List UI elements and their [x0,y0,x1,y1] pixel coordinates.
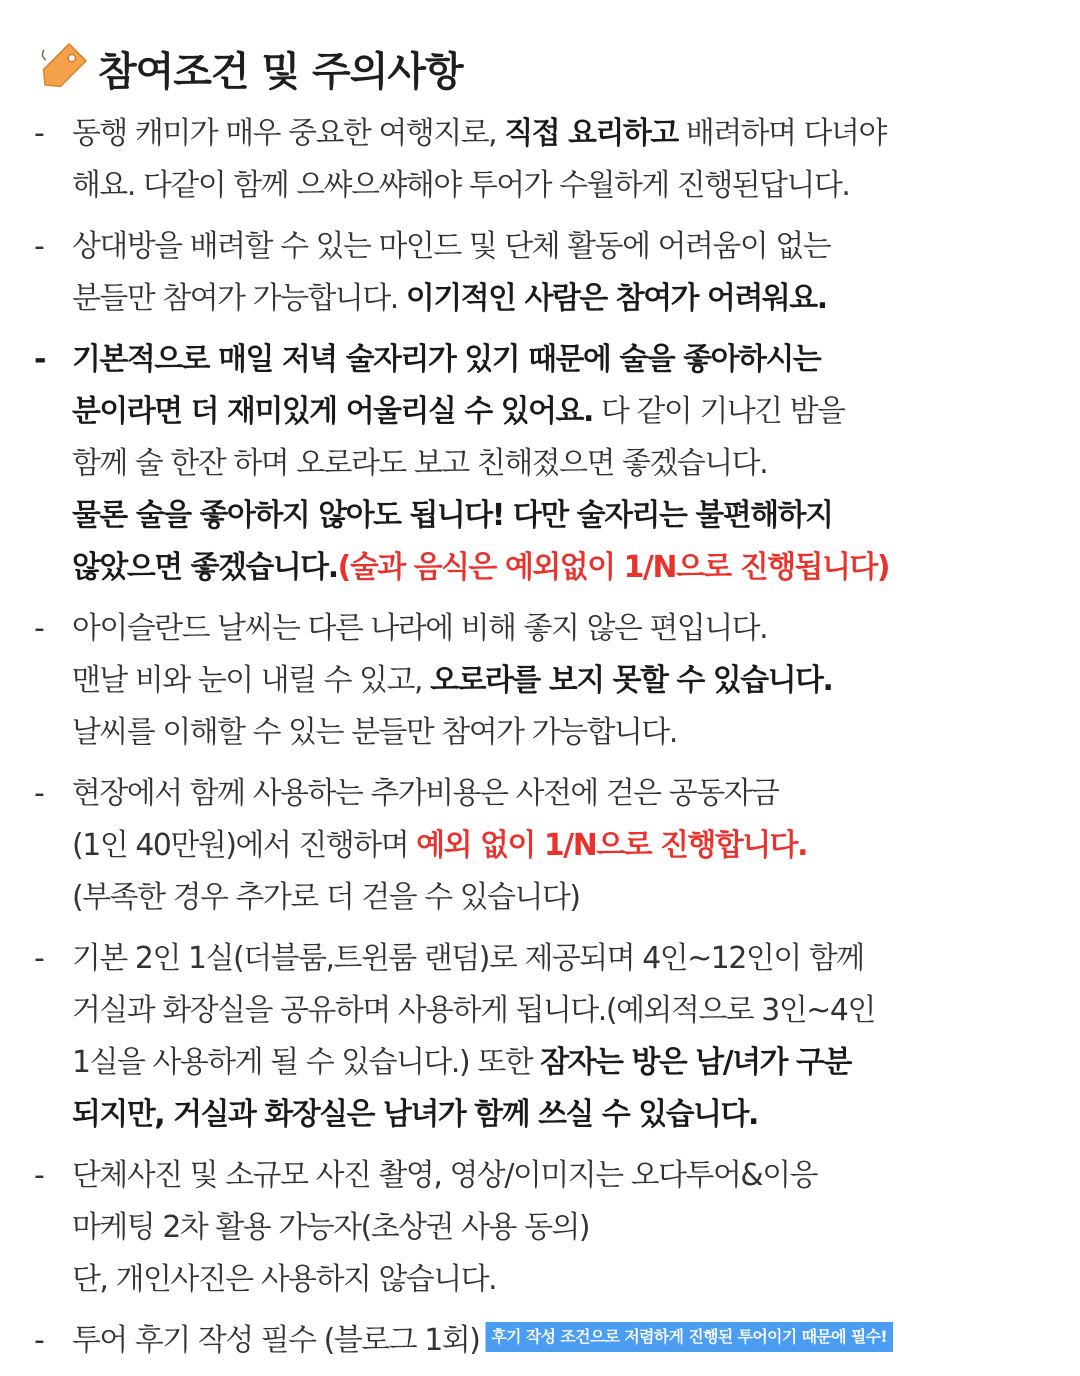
item-line [72,872,1064,924]
text: 1실을 사용하게 될 수 있습니다.) 또한 [72,1045,541,1080]
text: (1인 40만원)에서 진행하며 [72,828,417,863]
text: 거실과 화장실을 공유하며 사용하게 됩니다.(예외적으로 3인~4인 [72,993,875,1028]
bullet-dash: - [34,116,45,151]
item-line [72,542,1064,594]
bullet-dash: - [34,342,47,377]
list-item [30,1315,1070,1367]
item-line [72,603,1064,655]
emphasis-text: 잠자는 방은 남/녀가 구분 [540,1045,851,1080]
text: 현장에서 함께 사용하는 추가비용은 사전에 걷은 공동자금 [72,776,779,811]
list-item [30,768,1070,924]
emphasis-text: 오로라를 보지 못할 수 있습니다. [430,663,833,698]
header [36,36,463,100]
emphasis-text: 분이라면 더 재미있게 어울리실 수 있어요. [72,394,593,429]
list-item [30,108,1070,212]
item-line [72,820,1064,872]
text: 단체사진 및 소규모 사진 촬영, 영상/이미지는 오다투어&이응 [72,1158,818,1193]
text: 마케팅 2차 활용 가능자(초상권 사용 동의) [72,1210,590,1245]
list-item [30,603,1070,759]
item-line [72,108,1064,160]
item-line [72,334,1064,386]
item-line [72,160,1064,212]
text: 투어 후기 작성 필수 (블로그 1회) [72,1323,480,1358]
item-line [72,1037,1064,1089]
item-line [72,768,1064,820]
bullet-dash: - [34,1323,45,1358]
bullet-dash: - [34,229,45,264]
item-line [72,490,1064,542]
list-item [30,221,1070,325]
bullet-dash: - [34,941,45,976]
item-line [72,438,1064,490]
list-item [30,1150,1070,1306]
warning-text: (술과 음식은 예외없이 1/N으로 진행됩니다) [337,550,890,585]
emphasis-text: 이기적인 사람은 참여가 어려워요. [405,281,827,316]
text: (부족한 경우 추가로 더 걷을 수 있습니다) [72,880,580,915]
text: 다 같이 기나긴 밤을 [592,394,845,429]
emphasis-text: 직접 요리하고 [504,116,678,151]
item-line [72,1254,1064,1306]
item-line [72,273,1064,325]
text: 아이슬란드 날씨는 다른 나라에 비해 좋지 않은 편입니다. [72,611,768,646]
list-item [30,334,1070,594]
bullet-dash: - [34,611,45,646]
emphasis-text: 물론 술을 좋아하지 않아도 됩니다! 다만 술자리는 불편해하지 [72,498,833,533]
list-item [30,933,1070,1141]
bullet-dash: - [34,1158,45,1193]
text: 동행 캐미가 매우 중요한 여행지로, [72,116,505,151]
price-tag-icon [36,42,88,94]
item-line [72,221,1064,273]
bullet-dash: - [34,776,45,811]
emphasis-text: 않았으면 좋겠습니다. [72,550,338,585]
item-line [72,1089,1064,1141]
emphasis-text: 되지만, 거실과 화장실은 남녀가 함께 쓰실 수 있습니다. [72,1097,758,1132]
item-line [72,386,1064,438]
conditions-list [30,108,1070,1376]
text: 기본 2인 1실(더블룸,트윈룸 랜덤)로 제공되며 4인~12인이 함께 [72,941,864,976]
item-line [72,933,1064,985]
item-line [72,1150,1064,1202]
text: 맨날 비와 눈이 내릴 수 있고, [72,663,431,698]
text: 날씨를 이해할 수 있는 분들만 참여가 가능합니다. [72,715,677,750]
item-line [72,1202,1064,1254]
warning-text: 예외 없이 1/N으로 진행합니다. [416,828,808,863]
item-line [72,707,1064,759]
note-badge: 후기 작성 조건으로 저렴하게 진행된 투어이기 때문에 필수! [485,1322,893,1352]
item-line [72,655,1064,707]
text: 함께 술 한잔 하며 오로라도 보고 친해졌으면 좋겠습니다. [72,446,768,481]
item-line [72,985,1064,1037]
text: 분들만 참여가 가능합니다. [72,281,406,316]
text: 배려하며 다녀야 [677,116,886,151]
page-title: 참여조건 및 주의사항 [98,48,463,95]
text: 단, 개인사진은 사용하지 않습니다. [72,1262,497,1297]
emphasis-text: 기본적으로 매일 저녁 술자리가 있기 때문에 술을 좋아하시는 [72,342,821,377]
item-line [72,1315,1064,1367]
text: 해요. 다같이 함께 으쌰으쌰해야 투어가 수월하게 진행된답니다. [72,168,850,203]
text: 상대방을 배려할 수 있는 마인드 및 단체 활동에 어려움이 없는 [72,229,831,264]
